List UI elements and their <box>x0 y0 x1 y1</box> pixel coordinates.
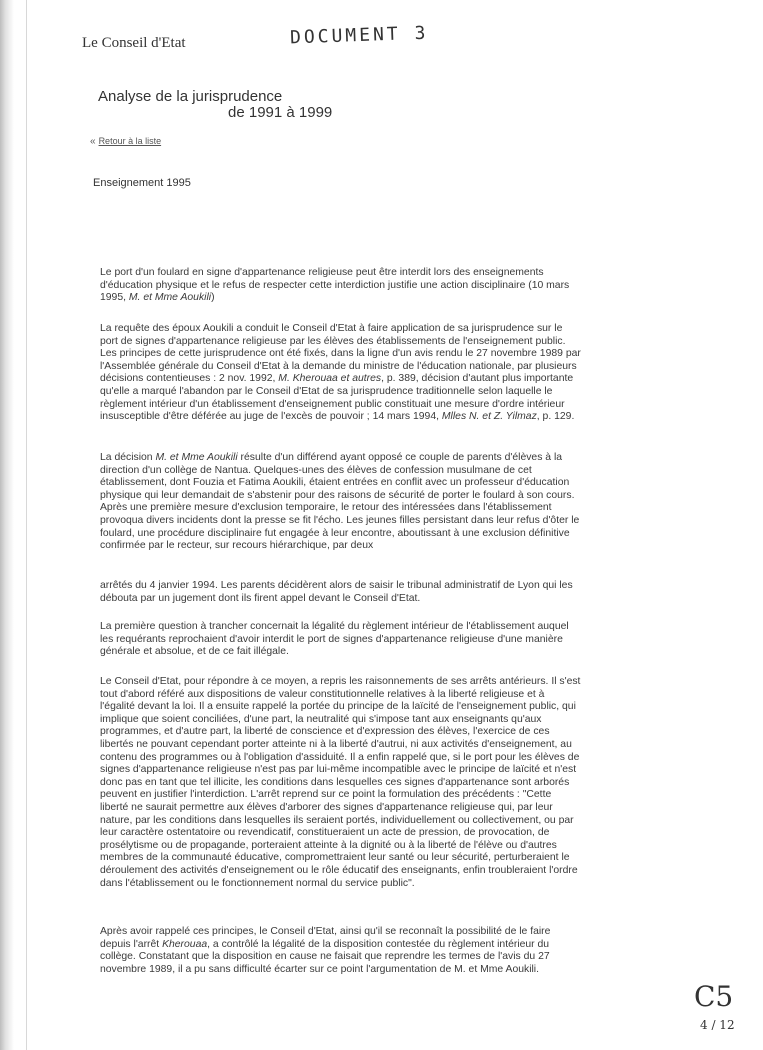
paragraph-4: arrêtés du 4 janvier 1994. Les parents décidèrent alors de saisir le tribunal administratif de Lyon qui les débouta par un jugement dont ils firent appel devant le Conseil d'Etat. <box>100 580 573 604</box>
site-name: Le Conseil d'Etat <box>82 35 186 51</box>
back-link-label: Retour à la liste <box>98 136 162 146</box>
handwritten-document-label: DOCUMENT 3 <box>289 22 429 49</box>
paragraph-7: Après avoir rappelé ces principes, le Conseil d'Etat, ainsi qu'il se reconnaît la possibilité de le faire depuis l'arrêt Kherouaa, a contrôlé la légalité de la disposition contestée du règlement intérieur du collège. Constatant que la disposition en cause ne faisait que reprendre les termes de l'avis du 27 novembre 1989, il a pu sans difficulté écarter sur ce point l'argumentation de M. et Mme Aoukili. <box>100 926 551 975</box>
page-title-line2: de 1991 à 1999 <box>228 104 333 121</box>
paragraph-2: La requête des époux Aoukili a conduit le Conseil d'Etat à faire application de sa jurisprudence sur le port de signes d'appartenance religieuse par les élèves des établissements de l'enseignement public. Les principes de cette jurisprudence ont été fixés, dans la ligne d'un avis rendu le 27 novembre 1989 par l'Assemblée générale du Conseil d'Etat à la demande du ministre de l'éducation nationale, par plusieurs décisions contentieuses : 2 nov. 1992, M. Kherouaa et autres, p. 389, décision d'autant plus importante qu'elle a marqué l'abandon par le Conseil d'Etat de sa jurisprudence traditionnelle selon laquelle le règlement intérieur d'un établissement d'enseignement public constituait une mesure d'ordre intérieur insusceptible d'être déférée au juge de l'excès de pouvoir ; 14 mars 1994, Mlles N. et Z. Yilmaz, p. 129. <box>100 323 581 423</box>
paragraph-6: Le Conseil d'Etat, pour répondre à ce moyen, a repris les raisonnements de ses arrêts antérieurs. Il s'est tout d'abord référé aux dispositions de valeur constitutionnelle relatives à la liberté religieuse et à l'égalité devant la loi. Il a ensuite rappelé la portée du principe de la laïcité de l'enseignement public, qui implique que soient conciliées, d'une part, la neutralité qui s'impose tant aux enseignants qu'aux programmes, et d'autre part, la liberté de conscience et d'expression des élèves, l'exercice de ces libertés ne pouvant cependant porter atteinte ni à la liberté d'autrui, ni aux activités d'enseignement, au contenu des programmes ou à l'obligation d'assiduité. Il a enfin rappelé que, si le port pour les élèves de signes d'appartenance religieuse n'est pas par lui-même incompatible avec le principe de laïcité et n'est donc pas en tant que tel illicite, les conditions dans lesquelles ces signes d'appartenance sont arborés peuvent en justifier l'interdiction. L'arrêt reprend sur ce point la formulation des précédents : "Cette liberté ne saurait permettre aux élèves d'arborer des signes d'appartenance religieuse qui, par leur nature, par les conditions dans lesquelles ils seraient portés, individuellement ou collectivement, ou par leur caractère ostentatoire ou revendicatif, constitueraient un acte de pression, de provocation, de prosélytisme ou de propagande, porteraient atteinte à la dignité ou à la liberté de l'élève ou d'autres membres de la communauté éducative, compromettraient leur santé ou leur sécurité, perturberaient le déroulement des activités d'enseignement ou le rôle éducatif des enseignants, enfin troubleraient l'ordre dans l'établissement ou le fonctionnement normal du service public". <box>100 676 581 889</box>
page-edge-shadow <box>0 0 14 1050</box>
handwritten-mark: C5 <box>694 980 734 1013</box>
paragraph-5: La première question à trancher concernait la légalité du règlement intérieur de l'établissement auquel les requérants reprochaient d'avoir interdit le port de signes d'appartenance religieuse d'une manière générale et absolue, et de ce fait illégale. <box>100 621 569 658</box>
paragraph-3: La décision M. et Mme Aoukili résulte d'un différend ayant opposé ce couple de parents d'élèves à la direction d'un collège de Nantua. Quelques-unes des élèves de confession musulmane de cet établissement, dont Fouzia et Fatima Aoukili, étaient entrées en conflit avec un professeur d'éducation physique qui leur demandait de s'abstenir pour des raisons de sécurité de porter le foulard à son cours. Après une première mesure d'exclusion temporaire, le retour des intéressées dans l'établissement provoqua divers incidents dont la presse se fit l'écho. Les jeunes filles persistant dans leur refus d'ôter le foulard, une procédure disciplinaire fut engagée à leur encontre, aboutissant à une exclusion définitive confirmée par le recteur, sur recours hiérarchique, par deux <box>100 452 580 552</box>
handwritten-page-number: 4 / 12 <box>700 1018 735 1032</box>
page-edge-line <box>26 0 27 1050</box>
double-chevron-left-icon: « <box>90 136 96 147</box>
back-to-list-link[interactable] <box>90 136 161 147</box>
page-title-line1: Analyse de la jurisprudence <box>98 88 283 105</box>
paragraph-1: Le port d'un foulard en signe d'appartenance religieuse peut être interdit lors des enseignements d'éducation physique et le refus de respecter cette interdiction justifie une action disciplinaire (10 mars 1995, M. et Mme Aoukili) <box>100 267 570 304</box>
section-heading: Enseignement 1995 <box>93 177 191 189</box>
